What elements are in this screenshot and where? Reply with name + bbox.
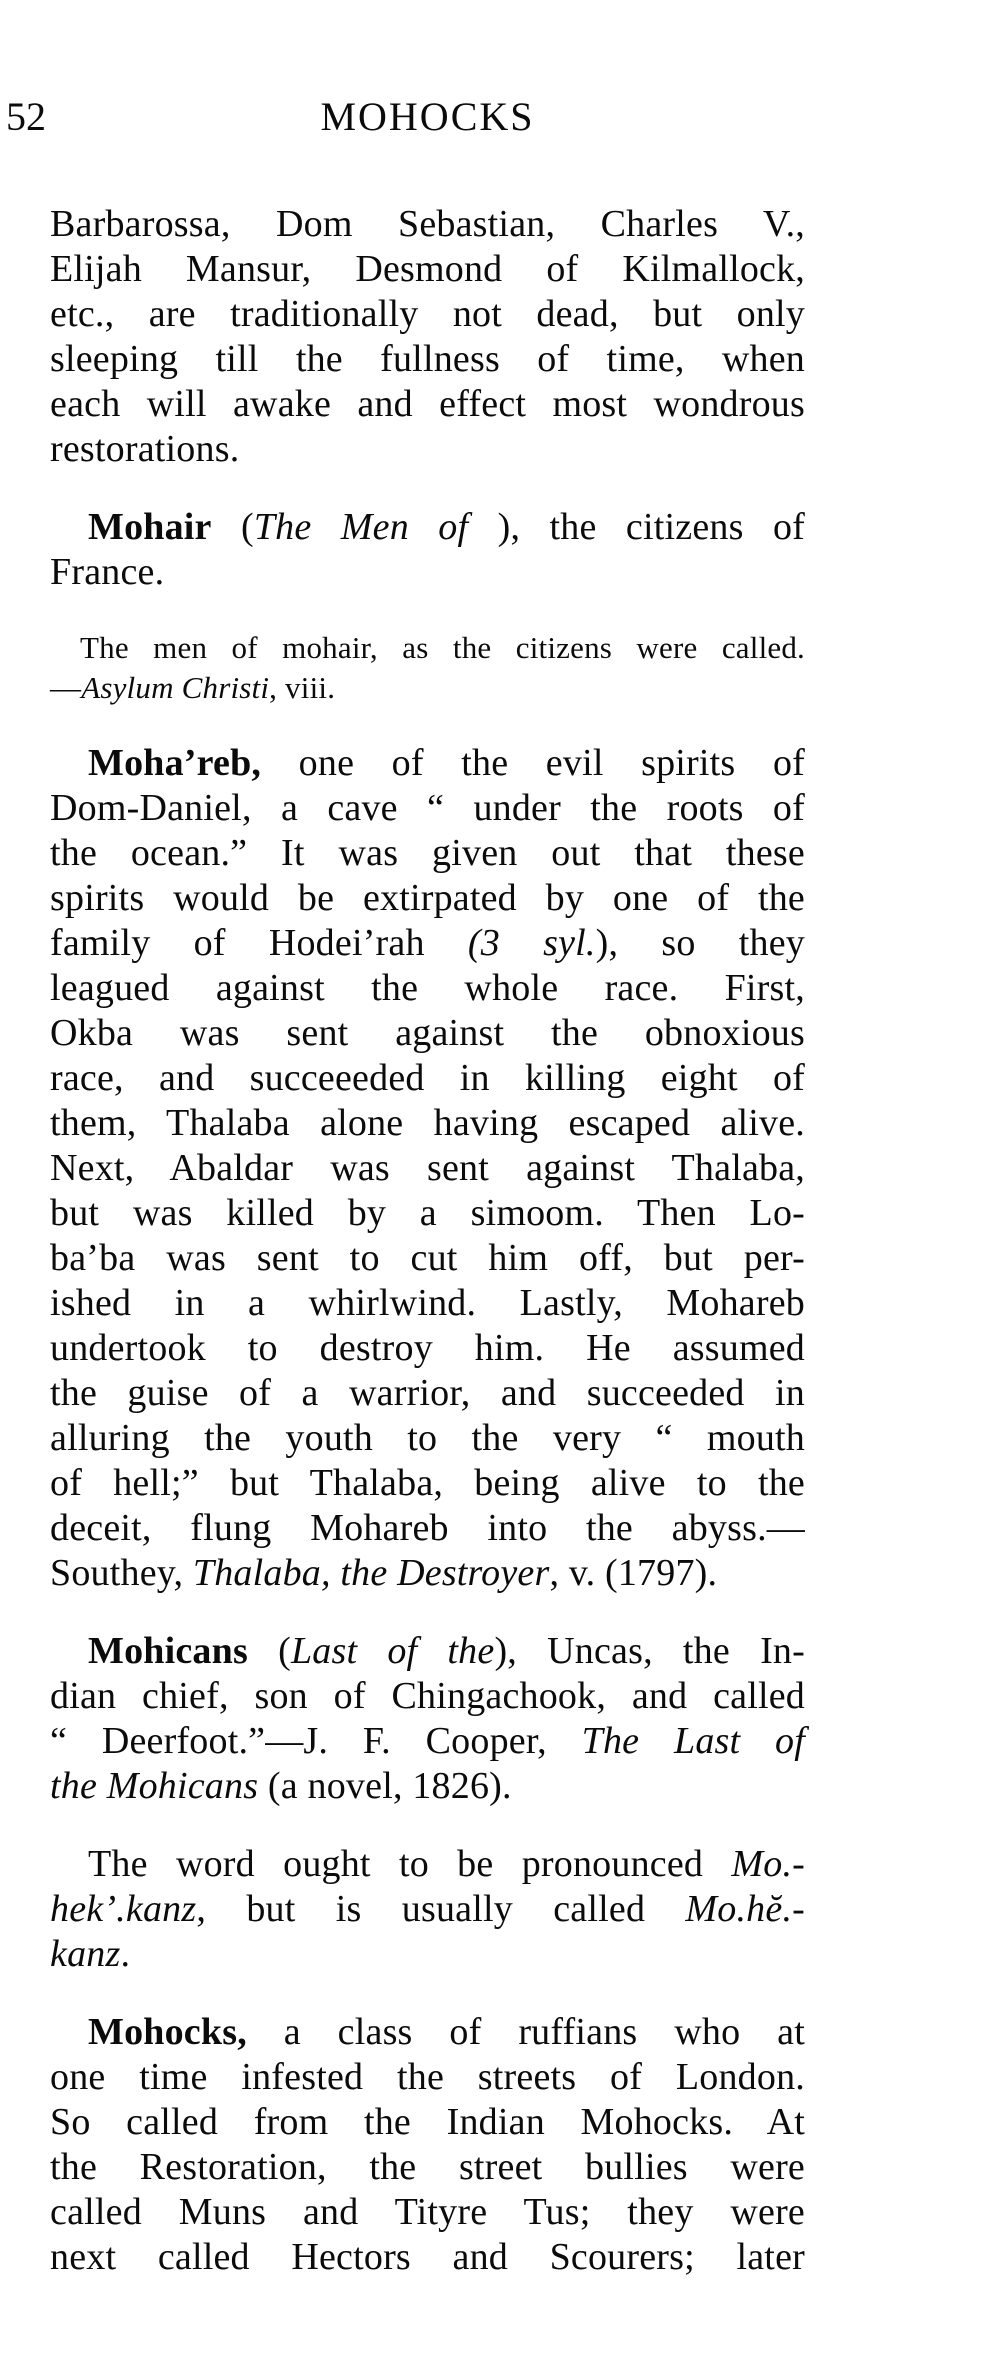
mohocks-entry-line xyxy=(50,2190,805,2235)
mohareb-entry-line xyxy=(50,1011,805,1056)
mohair-entry xyxy=(50,505,805,595)
text-run: ba’ba was sent to cut him off, but per- xyxy=(50,1237,805,1279)
mohareb-entry-line xyxy=(50,1101,805,1146)
text-run: a class of ruffians who at xyxy=(246,2011,805,2053)
mohocks-entry-line xyxy=(50,2010,805,2055)
mohair-entry-line xyxy=(50,550,805,595)
entry-headword: Mohicans xyxy=(88,1630,248,1672)
mohocks-entry-line xyxy=(50,2100,805,2145)
text-run: — xyxy=(50,670,82,705)
text-run: “ Deerfoot.”—J. F. Cooper, xyxy=(50,1720,582,1762)
running-head: MOHOCKS xyxy=(320,94,535,139)
mohareb-entry-line xyxy=(50,1146,805,1191)
text-run: ), the citizens of xyxy=(468,506,805,548)
mohocks-entry-line xyxy=(50,2055,805,2100)
page-header xyxy=(6,88,805,144)
mohareb-entry-line xyxy=(50,1461,805,1506)
mohareb-entry-line xyxy=(50,1326,805,1371)
mohicans-entry-line xyxy=(50,1674,805,1719)
mohair-quote xyxy=(50,628,805,708)
text-run: each will awake and effect most wondrous xyxy=(50,383,805,425)
mohocks-entry-line xyxy=(50,2145,805,2190)
text-column xyxy=(6,88,805,2280)
text-run: ), Uncas, the In- xyxy=(494,1630,805,1672)
text-run: . xyxy=(120,1933,131,1975)
text-run: the Mohicans xyxy=(50,1765,259,1807)
mohicans-entry xyxy=(50,1629,805,1809)
mohair-quote-line xyxy=(50,628,805,668)
text-run: sleeping till the fullness of time, when xyxy=(50,338,805,380)
text-run: kanz xyxy=(50,1933,121,1975)
text-run: alluring the youth to the very “ mouth xyxy=(50,1417,805,1459)
mohareb-entry-line xyxy=(50,1056,805,1101)
text-run: (a novel, 1826). xyxy=(258,1765,512,1807)
text-run: the guise of a warrior, and succeeded in xyxy=(50,1372,805,1414)
text-run: undertook to destroy him. He assumed xyxy=(50,1327,805,1369)
text-run: , v. (1797). xyxy=(549,1552,718,1594)
mohareb-entry-line xyxy=(50,1506,805,1551)
mohicans-pronunciation xyxy=(50,1842,805,1977)
continuation-paragraph xyxy=(50,202,805,472)
page-number: 52 xyxy=(6,94,46,139)
text-run: , viii. xyxy=(269,670,336,705)
text-run: leagued against the whole race. First, xyxy=(50,967,805,1009)
text-run: The Last of xyxy=(581,1720,805,1762)
text-run: the ocean.” It was given out that these xyxy=(50,832,805,874)
text-run: The word ought to be pronounced xyxy=(88,1843,732,1885)
text-run: Okba was sent against the obnoxious xyxy=(50,1012,805,1054)
text-run: Thalaba, the Destroyer xyxy=(192,1552,550,1594)
text-run: called Muns and Tityre Tus; they were xyxy=(50,2191,805,2233)
text-run: Asylum Christi xyxy=(81,670,270,705)
mohareb-entry-line xyxy=(50,1416,805,1461)
text-run: but was killed by a simoom. Then Lo- xyxy=(50,1192,805,1234)
continuation-paragraph-line xyxy=(50,202,805,247)
mohareb-entry-line xyxy=(50,741,805,786)
text-run: restorations. xyxy=(50,428,240,470)
text-run: dian chief, son of Chingachook, and called xyxy=(50,1675,805,1717)
entry-headword: Mohair xyxy=(88,506,212,548)
mohareb-entry-line xyxy=(50,876,805,921)
mohareb-entry-line xyxy=(50,966,805,1011)
mohareb-entry-line xyxy=(50,1236,805,1281)
text-run: Elijah Mansur, Desmond of Kilmallock, xyxy=(50,248,805,290)
mohicans-entry-line xyxy=(50,1719,805,1764)
entry-headword: Mohocks, xyxy=(88,2011,247,2053)
text-run: one of the evil spirits of xyxy=(261,742,805,784)
mohicans-pronunciation-line xyxy=(50,1842,805,1887)
mohair-entry-line xyxy=(50,505,805,550)
text-run: race, and succeeeded in killing eight of xyxy=(50,1057,805,1099)
text-run: next called Hectors and Scourers; later xyxy=(50,2236,805,2278)
text-run: France. xyxy=(50,551,165,593)
text-run: them, Thalaba alone having escaped alive. xyxy=(50,1102,805,1144)
text-run: So called from the Indian Mohocks. At xyxy=(50,2101,805,2143)
text-run: Mo.- xyxy=(731,1843,805,1885)
mohocks-entry xyxy=(50,2010,805,2280)
mohareb-entry-line xyxy=(50,1551,805,1596)
continuation-paragraph-line xyxy=(50,427,805,472)
text-run: spirits would be extirpated by one of the xyxy=(50,877,805,919)
mohicans-entry-line xyxy=(50,1764,805,1809)
mohareb-entry-line xyxy=(50,921,805,966)
text-run: Southey, xyxy=(50,1552,193,1594)
mohareb-entry-line xyxy=(50,1371,805,1416)
text-run: the Restoration, the street bullies were xyxy=(50,2146,805,2188)
text-run: family of Hodei’rah xyxy=(50,922,468,964)
text-run: hek’.kanz xyxy=(50,1888,197,1930)
continuation-paragraph-line xyxy=(50,337,805,382)
text-run: ished in a whirlwind. Lastly, Mohareb xyxy=(50,1282,805,1324)
continuation-paragraph-line xyxy=(50,292,805,337)
text-run: Last of the xyxy=(290,1630,495,1672)
page-text xyxy=(50,202,805,2280)
entry-headword: Moha’reb, xyxy=(88,742,262,784)
mohocks-entry-line xyxy=(50,2235,805,2280)
mohareb-entry xyxy=(50,741,805,1596)
text-run: one time infested the streets of London. xyxy=(50,2056,805,2098)
text-run: ( xyxy=(247,1630,291,1672)
mohareb-entry-line xyxy=(50,831,805,876)
text-run: of hell;” but Thalaba, being alive to the xyxy=(50,1462,805,1504)
text-run: Dom-Daniel, a cave “ under the roots of xyxy=(50,787,805,829)
text-run: ( xyxy=(211,506,254,548)
text-run: The Men of xyxy=(253,506,469,548)
continuation-paragraph-line xyxy=(50,247,805,292)
mohair-quote-line xyxy=(50,668,805,708)
text-run: Next, Abaldar was sent against Thalaba, xyxy=(50,1147,805,1189)
text-run: The men of mohair, as the citizens were called. xyxy=(80,630,805,665)
mohicans-entry-line xyxy=(50,1629,805,1674)
text-run: ), so they xyxy=(595,922,805,964)
text-run: Barbarossa, Dom Sebastian, Charles V., xyxy=(50,203,805,245)
text-run: deceit, flung Mohareb into the abyss.— xyxy=(50,1507,805,1549)
mohicans-pronunciation-line xyxy=(50,1887,805,1932)
continuation-paragraph-line xyxy=(50,382,805,427)
mohareb-entry-line xyxy=(50,1281,805,1326)
mohicans-pronunciation-line xyxy=(50,1932,805,1977)
text-run: (3 syl. xyxy=(467,922,596,964)
mohareb-entry-line xyxy=(50,786,805,831)
mohareb-entry-line xyxy=(50,1191,805,1236)
text-run: , but is usually called xyxy=(196,1888,686,1930)
text-run: Mo.hĕ.- xyxy=(685,1888,805,1930)
text-run: etc., are traditionally not dead, but only xyxy=(50,293,805,335)
